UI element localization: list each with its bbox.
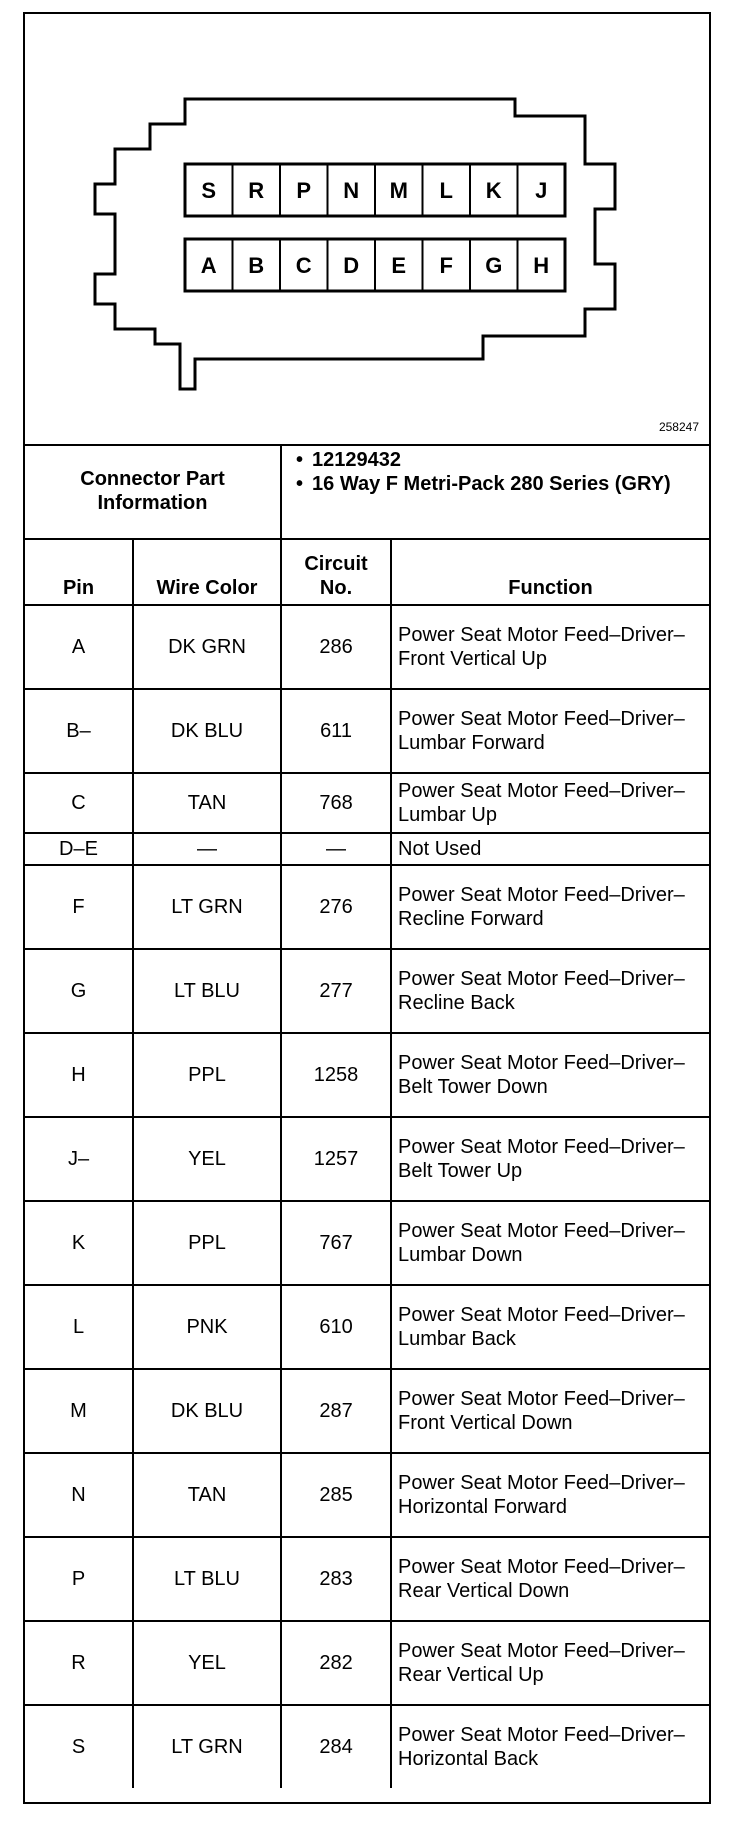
circuit-no-cell: — [281, 833, 391, 865]
connector-diagram [25, 14, 709, 446]
table-row [25, 1705, 709, 1788]
table-row [25, 949, 709, 1033]
connector-outline-drawing [25, 14, 709, 444]
table-row [25, 605, 709, 689]
function-cell: Power Seat Motor Feed–Driver–Recline Forward [391, 865, 709, 949]
function-cell: Power Seat Motor Feed–Driver–Rear Vertical Up [391, 1621, 709, 1705]
connector-part-number: • 12129432 [288, 448, 703, 472]
pin-cell: G [25, 949, 133, 1033]
pin-dividers [233, 164, 518, 291]
wire-color-cell: YEL [133, 1621, 281, 1705]
pin-cell: R [25, 1621, 133, 1705]
pin-label-k: K [485, 178, 502, 203]
wire-color-cell: TAN [133, 773, 281, 833]
connector-description: • 16 Way F Metri-Pack 280 Series (GRY) [288, 472, 703, 496]
pin-label-b: B [248, 253, 265, 278]
circuit-no-cell: 284 [281, 1705, 391, 1788]
wire-color-cell: DK GRN [133, 605, 281, 689]
wire-color-cell: LT BLU [133, 949, 281, 1033]
wire-color-cell: PPL [133, 1201, 281, 1285]
circuit-no-cell: 287 [281, 1369, 391, 1453]
diagram-reference-number: 258247 [658, 420, 699, 434]
circuit-no-cell: 282 [281, 1621, 391, 1705]
function-cell: Power Seat Motor Feed–Driver–Front Vertical Down [391, 1369, 709, 1453]
wire-color-cell: TAN [133, 1453, 281, 1537]
pin-cell: S [25, 1705, 133, 1788]
table-row [25, 773, 709, 833]
table-row [25, 1285, 709, 1369]
pinout-table [25, 444, 709, 1788]
pin-cell: P [25, 1537, 133, 1621]
circuit-no-cell: 1257 [281, 1117, 391, 1201]
circuit-no-cell: 767 [281, 1201, 391, 1285]
function-cell: Power Seat Motor Feed–Driver–Horizontal Forward [391, 1453, 709, 1537]
table-row [25, 689, 709, 773]
table-row [25, 1621, 709, 1705]
pin-cell: N [25, 1453, 133, 1537]
pin-cell: H [25, 1033, 133, 1117]
pin-label-s: S [201, 178, 217, 203]
header-wire-color: Wire Color [133, 539, 281, 605]
table-row [25, 1369, 709, 1453]
pin-label-a: A [200, 253, 217, 278]
pin-label-p: P [296, 178, 312, 203]
pin-label-n: N [343, 178, 360, 203]
function-cell: Not Used [391, 833, 709, 865]
header-function: Function [391, 539, 709, 605]
circuit-no-cell: 276 [281, 865, 391, 949]
circuit-no-cell: 610 [281, 1285, 391, 1369]
circuit-no-cell: 768 [281, 773, 391, 833]
table-row [25, 833, 709, 865]
circuit-no-cell: 286 [281, 605, 391, 689]
pin-label-h: H [533, 253, 550, 278]
pin-label-j: J [535, 178, 548, 203]
pin-cell: A [25, 605, 133, 689]
function-cell: Power Seat Motor Feed–Driver–Lumbar Up [391, 773, 709, 833]
pin-label-g: G [485, 253, 503, 278]
pin-label-c: C [295, 253, 312, 278]
pin-cell: C [25, 773, 133, 833]
wire-color-cell: PNK [133, 1285, 281, 1369]
wire-color-cell: PPL [133, 1033, 281, 1117]
connector-info-label: Connector Part Information [25, 444, 281, 539]
pin-label-f: F [439, 253, 453, 278]
function-cell: Power Seat Motor Feed–Driver–Front Vertical Up [391, 605, 709, 689]
function-cell: Power Seat Motor Feed–Driver– Recline Back [391, 949, 709, 1033]
header-pin: Pin [25, 539, 133, 605]
wire-color-cell: DK BLU [133, 1369, 281, 1453]
wire-color-cell: DK BLU [133, 689, 281, 773]
pin-label-d: D [343, 253, 360, 278]
table-row [25, 1201, 709, 1285]
table-header-row [25, 539, 709, 605]
connector-info-values [281, 444, 709, 539]
wire-color-cell: YEL [133, 1117, 281, 1201]
pin-cell: B– [25, 689, 133, 773]
circuit-no-cell: 1258 [281, 1033, 391, 1117]
circuit-no-cell: 283 [281, 1537, 391, 1621]
connector-document [23, 12, 711, 1804]
table-row [25, 1033, 709, 1117]
pin-label-l: L [439, 178, 453, 203]
wire-color-cell: — [133, 833, 281, 865]
function-cell: Power Seat Motor Feed–Driver– Horizontal Back [391, 1705, 709, 1788]
pin-label-r: R [248, 178, 265, 203]
function-cell: Power Seat Motor Feed–Driver–Rear Vertical Down [391, 1537, 709, 1621]
function-cell: Power Seat Motor Feed–Driver–Lumbar Forward [391, 689, 709, 773]
function-cell: Power Seat Motor Feed–Driver–Belt Tower Down [391, 1033, 709, 1117]
pin-label-e: E [391, 253, 407, 278]
pin-cell: D–E [25, 833, 133, 865]
header-circuit-no: Circuit No. [281, 539, 391, 605]
wire-color-cell: LT GRN [133, 865, 281, 949]
table-row [25, 1117, 709, 1201]
table-row [25, 1453, 709, 1537]
function-cell: Power Seat Motor Feed–Driver– Lumbar Back [391, 1285, 709, 1369]
function-cell: Power Seat Motor Feed–Driver– Lumbar Down [391, 1201, 709, 1285]
pin-cell: L [25, 1285, 133, 1369]
connector-info-row [25, 444, 709, 539]
connector-housing-outline [95, 99, 615, 389]
pin-cell: K [25, 1201, 133, 1285]
wire-color-cell: LT GRN [133, 1705, 281, 1788]
pin-cell: J– [25, 1117, 133, 1201]
pin-cell: M [25, 1369, 133, 1453]
function-cell: Power Seat Motor Feed–Driver–Belt Tower Up [391, 1117, 709, 1201]
circuit-no-cell: 277 [281, 949, 391, 1033]
pin-cell: F [25, 865, 133, 949]
table-row [25, 1537, 709, 1621]
wire-color-cell: LT BLU [133, 1537, 281, 1621]
table-row [25, 865, 709, 949]
circuit-no-cell: 285 [281, 1453, 391, 1537]
pin-label-m: M [389, 178, 408, 203]
circuit-no-cell: 611 [281, 689, 391, 773]
